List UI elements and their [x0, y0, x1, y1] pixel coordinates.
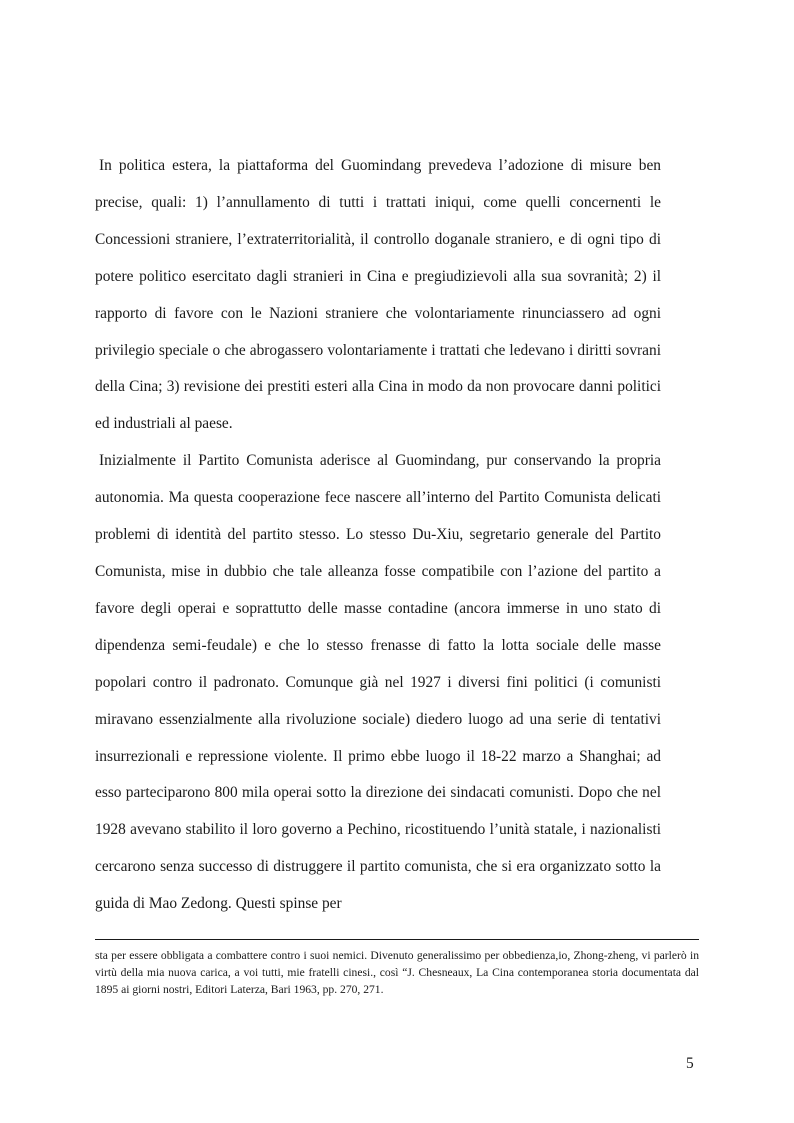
paragraph-foreign-policy: In politica estera, la piattaforma del Guomindang prevedeva l’adozione di misure ben precise, quali: 1) l’annullamento di tutti i trattati iniqui, come quelli concernenti le Concessioni straniere, l’extraterritorialità, il controllo doganale straniero, e di ogni tipo di potere politico esercitato dagli stranieri in Cina e pregiudizievoli alla sua sovranità; 2) il rapporto di favore con le Nazioni straniere che volontariamente rinunciassero ad ogni privilegio speciale o che abrogassero volontariamente i trattati che ledevano i diritti sovrani della Cina; 3) revisione dei prestiti esteri alla Cina in modo da non provocare danni politici ed industriali al paese. — [95, 157, 661, 433]
page-number: 5 — [686, 1055, 694, 1072]
paragraph-communist-party: Inizialmente il Partito Comunista aderisce al Guomindang, pur conservando la propria autonomia. Ma questa cooperazione fece nascere all’interno del Partito Comunista delicati problemi di identità del partito stesso. Lo stesso Du-Xiu, segretario generale del Partito Comunista, mise in dubbio che tale alleanza fosse compatibile con l’azione del partito a favore degli operai e soprattutto delle masse contadine (ancora immerse in uno stato di dipendenza semi-feudale) e che lo stesso frenasse di fatto la lotta sociale delle masse popolari contro il padronato. Comunque già nel 1927 i diversi fini politici (i comunisti miravano essenzialmente alla rivoluzione sociale) diedero luogo ad una serie di tentativi insurrezionali e repressione violente. Il primo ebbe luogo il 18-22 marzo a Shanghai; ad esso parteciparono 800 mila operai sotto la direzione dei sindacati comunisti. Dopo che nel 1928 avevano stabilito il loro governo a Pechino, ricostituendo l’unità statale, i nazionalisti cercarono senza successo di distruggere il partito comunista, che si era organizzato sotto la guida di Mao Zedong. Questi spinse per — [95, 452, 661, 913]
footnote: sta per essere obbligata a combattere contro i suoi nemici. Divenuto generalissimo per obbedienza,io, Zhong-zheng, vi parlerò in virtù della mia nuova carica, a voi tutti, mie fratelli cinesi., così “J. Chesneaux, La Cina contemporanea storia documentata dal 1895 ai giorni nostri, Editori Laterza, Bari 1963, pp. 270, 271. — [95, 949, 699, 996]
body-text — [95, 148, 661, 923]
footnote-separator — [95, 939, 699, 940]
